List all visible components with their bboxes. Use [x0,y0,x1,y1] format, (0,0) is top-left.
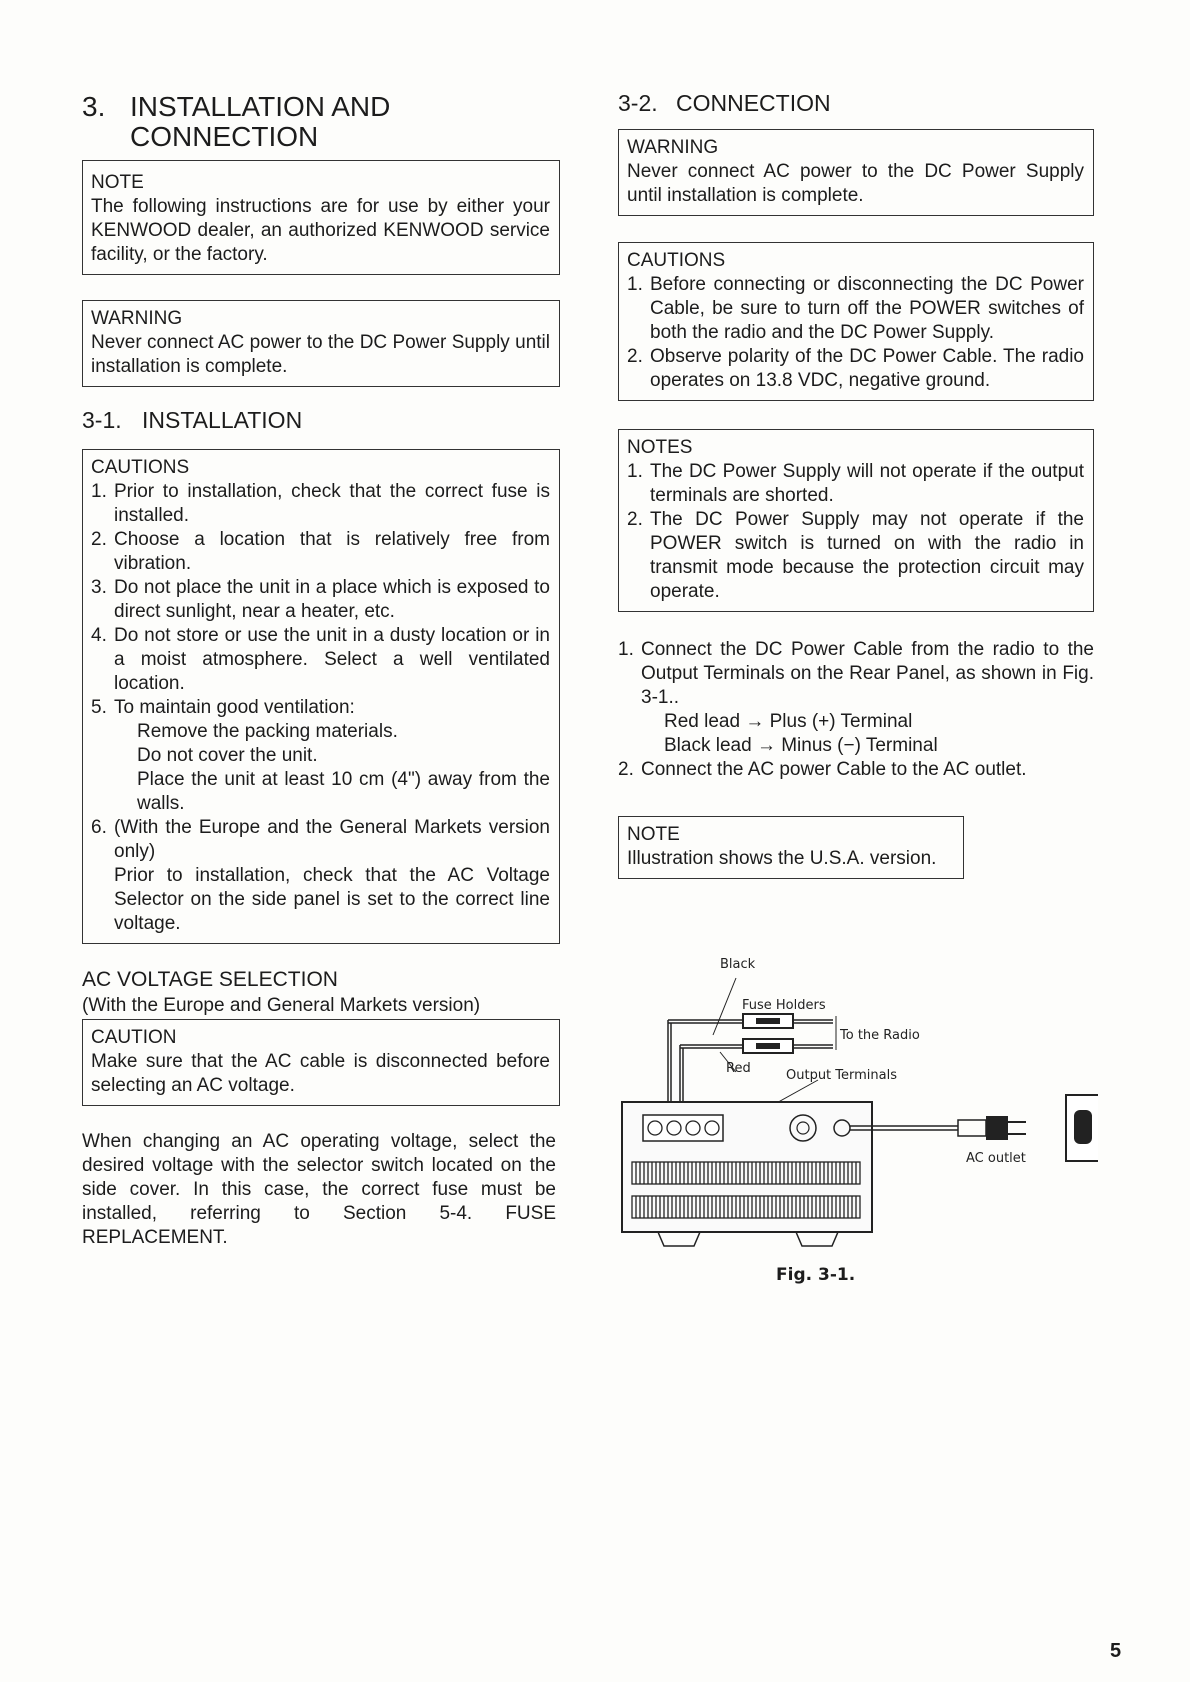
label-ac-outlet: AC outlet [966,1151,1026,1166]
unit-foot [658,1232,700,1246]
warning-heading: WARNING [627,137,719,158]
list-item: 5. To maintain good ventilation: Remove the packing materials. Do not cover the unit. Place the unit at least 10 cm (4") away from the walls. [91,697,550,814]
step-item: 2. Connect the AC power Cable to the AC outlet. [618,759,1027,780]
list-item: 2. Observe polarity of the DC Power Cable. The radio operates on 13.8 VDC, negative ground. [627,346,1084,391]
note-heading: NOTE [627,824,680,845]
caution-text: Make sure that the AC cable is disconnected before selecting an AC voltage. [91,1051,550,1096]
warning-text: Never connect AC power to the DC Power Supply until installation is complete. [91,332,550,377]
list-item: 2. The DC Power Supply may not operate if the POWER switch is turned on with the radio in transmit mode because the protection circuit may operate. [627,509,1084,602]
left-column [82,92,560,1250]
notes-heading: NOTES [627,437,693,458]
fuse-holder [756,1018,780,1024]
connection-heading [618,90,1094,117]
label-red: Red [726,1061,751,1076]
list-item: 6. (With the Europe and the General Markets version only) Prior to installation, check that the AC Voltage Selector on the side panel is set to the correct line voltage. [91,817,550,934]
leader-line [713,978,736,1035]
connection-warning-box [618,129,1094,216]
ventilation-sub-item: Remove the packing materials. [137,721,398,742]
cautions-list [91,480,550,936]
figure-caption: Fig. 3-1. [776,1265,856,1285]
note-heading: NOTE [91,172,144,193]
unit-foot [796,1232,838,1246]
section-number: 3. [82,91,106,122]
output-terminals [643,1115,723,1141]
list-item: 1. Before connecting or disconnecting the DC Power Cable, be sure to turn off the POWER switches of both the radio and the DC Power Supply. [627,274,1084,343]
ac-plug [958,1120,986,1136]
voltage-selector-text: Prior to installation, check that the AC Voltage Selector on the side panel is set to the correct line voltage. [114,865,550,934]
section-title-line2: CONNECTION [130,121,319,152]
list-item: 1. The DC Power Supply will not operate if the output terminals are shorted. [627,461,1084,506]
notes-list [627,460,1084,604]
ac-caution-box [82,1019,560,1106]
right-column [618,92,1094,879]
list-item: 1. Prior to installation, check that the correct fuse is installed. [91,481,550,526]
step-item: 1. Connect the DC Power Cable from the radio to the Output Terminals on the Rear Panel, as shown in Fig. 3-1.. Red lead → Plus (+) Terminal Black lead → Minus (−) Terminal [618,639,1094,756]
cautions-heading: CAUTIONS [91,457,190,478]
list-item: 4. Do not store or use the unit in a dusty location or in a moist atmosphere. Select a well ventilated location. [91,625,550,694]
ventilation-sub-item: Do not cover the unit. [137,745,318,766]
connection-number: 3-2. [618,90,658,116]
section-title [82,92,560,154]
label-fuse-holders: Fuse Holders [742,998,826,1013]
label-to-radio: To the Radio [840,1028,920,1043]
black-lead-text: Black lead → Minus (−) Terminal [664,735,938,756]
usa-note-box [618,816,964,879]
figure-3-1 [618,950,1098,1290]
warning-heading: WARNING [91,308,183,329]
ac-outlet-socket [1074,1110,1092,1144]
installation-cautions-box [82,449,560,944]
red-lead-text: Red lead → Plus (+) Terminal [664,711,913,732]
note-box [82,160,560,275]
installation-number: 3-1. [82,407,122,433]
ac-plug [986,1116,1008,1140]
connection-steps [618,638,1094,782]
list-item: 3. Do not place the unit in a place which is exposed to direct sunlight, near a heater, etc. [91,577,550,622]
notes-box [618,429,1094,612]
warning-box [82,300,560,387]
warning-text: Never connect AC power to the DC Power Supply until installation is complete. [627,161,1084,206]
cautions-heading: CAUTIONS [627,250,726,271]
ac-voltage-title: AC VOLTAGE SELECTION [82,968,338,991]
label-black: Black [720,957,756,972]
connection-title: CONNECTION [676,90,831,116]
ac-voltage-paragraph: When changing an AC operating voltage, select the desired voltage with the selector switch located on the side cover. In this case, the correct fuse must be installed, referring to Section 5-4. FUSE REPLACEMENT. [82,1131,556,1248]
ventilation-sub-item: Place the unit at least 10 cm (4") away from the walls. [137,769,550,814]
section-title-line1: INSTALLATION AND [130,91,391,122]
connection-cautions-box [618,242,1094,401]
fuse-holder [756,1043,780,1049]
cautions-list [627,273,1084,393]
note-text: The following instructions are for use by either your KENWOOD dealer, an authorized KENWOOD service facility, or the factory. [91,196,550,265]
installation-heading [82,407,560,434]
note-text: Illustration shows the U.S.A. version. [627,848,937,869]
caution-heading: CAUTION [91,1027,177,1048]
list-item: 2. Choose a location that is relatively free from vibration. [91,529,550,574]
label-output-terminals: Output Terminals [786,1068,898,1083]
page-number: 5 [1110,1640,1122,1662]
ac-voltage-subtitle: (With the Europe and General Markets version) [82,995,481,1016]
installation-title: INSTALLATION [142,407,303,433]
connection-diagram [618,950,1098,1260]
